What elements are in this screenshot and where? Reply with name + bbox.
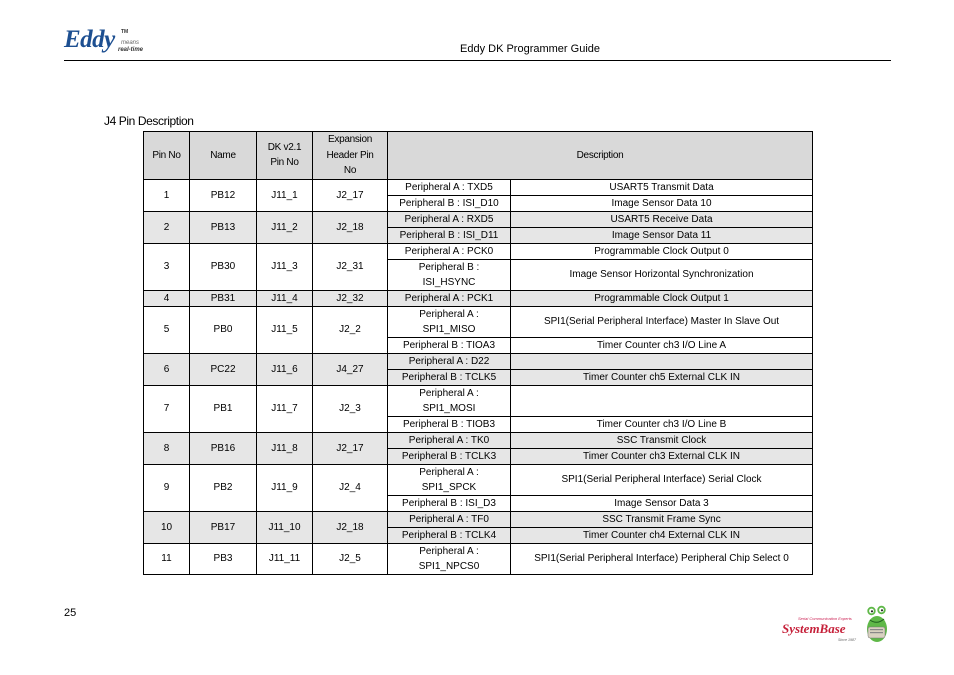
cell-description: SPI1(Serial Peripheral Interface) Peripheral Chip Select 0 — [511, 543, 813, 574]
cell-name: PC22 — [190, 353, 257, 385]
cell-peripheral: Peripheral A : PCK0 — [388, 243, 511, 259]
cell-peripheral: Peripheral B : TIOB3 — [388, 416, 511, 432]
cell-peripheral: Peripheral A : SPI1_NPCS0 — [388, 543, 511, 574]
cell-exp-pin: J2_5 — [313, 543, 388, 574]
cell-exp-pin: J2_17 — [313, 179, 388, 211]
cell-description: USART5 Receive Data — [511, 211, 813, 227]
table-row — [144, 432, 813, 448]
cell-description: Timer Counter ch3 External CLK IN — [511, 448, 813, 464]
cell-pin: 11 — [144, 543, 190, 574]
table-row — [144, 243, 813, 259]
cell-pin: 3 — [144, 243, 190, 290]
cell-pin: 4 — [144, 290, 190, 306]
cell-description: Programmable Clock Output 1 — [511, 290, 813, 306]
cell-name: PB3 — [190, 543, 257, 574]
cell-dk-pin: J11_7 — [257, 385, 313, 432]
cell-name: PB13 — [190, 211, 257, 243]
table-row — [144, 511, 813, 527]
cell-peripheral: Peripheral A : SPI1_MOSI — [388, 385, 511, 416]
cell-peripheral: Peripheral B : TCLK4 — [388, 527, 511, 543]
pin-description-table — [143, 131, 813, 575]
cell-peripheral: Peripheral B : ISI_D11 — [388, 227, 511, 243]
table-row — [144, 353, 813, 369]
cell-peripheral: Peripheral A : TXD5 — [388, 179, 511, 195]
cell-dk-pin: J11_3 — [257, 243, 313, 290]
cell-peripheral: Peripheral B : ISI_HSYNC — [388, 259, 511, 290]
cell-name: PB0 — [190, 306, 257, 353]
cell-description: USART5 Transmit Data — [511, 179, 813, 195]
cell-peripheral: Peripheral B : TCLK5 — [388, 369, 511, 385]
header-title: Eddy DK Programmer Guide — [460, 43, 600, 55]
cell-dk-pin: J11_6 — [257, 353, 313, 385]
cell-name: PB2 — [190, 464, 257, 511]
cell-pin: 2 — [144, 211, 190, 243]
table-header-row — [144, 132, 813, 180]
cell-description: Timer Counter ch5 External CLK IN — [511, 369, 813, 385]
cell-description: Timer Counter ch3 I/O Line B — [511, 416, 813, 432]
table-row — [144, 306, 813, 337]
cell-name: PB1 — [190, 385, 257, 432]
table-row — [144, 179, 813, 195]
cell-peripheral: Peripheral A : D22 — [388, 353, 511, 369]
cell-exp-pin: J2_3 — [313, 385, 388, 432]
cell-dk-pin: J11_8 — [257, 432, 313, 464]
eddy-logo-tagline-bottom: real-time — [118, 47, 144, 53]
cell-dk-pin: J11_2 — [257, 211, 313, 243]
eddy-logo-trademark: TM — [121, 29, 129, 35]
cell-description: SSC Transmit Frame Sync — [511, 511, 813, 527]
cell-exp-pin: J2_32 — [313, 290, 388, 306]
systembase-logo-wordmark: SystemBase — [782, 621, 846, 636]
cell-dk-pin: J11_4 — [257, 290, 313, 306]
cell-exp-pin: J2_18 — [313, 211, 388, 243]
systembase-logo-tagline: Serial Communication Experts — [798, 616, 852, 621]
cell-name: PB17 — [190, 511, 257, 543]
cell-description — [511, 385, 813, 416]
cell-description: Programmable Clock Output 0 — [511, 243, 813, 259]
cell-description: Image Sensor Horizontal Synchronization — [511, 259, 813, 290]
cell-peripheral: Peripheral A : RXD5 — [388, 211, 511, 227]
cell-description: SPI1(Serial Peripheral Interface) Master In Slave Out — [511, 306, 813, 337]
systembase-logo — [780, 603, 892, 645]
eddy-logo-wordmark: Eddy — [64, 26, 115, 53]
table-row — [144, 464, 813, 495]
cell-pin: 1 — [144, 179, 190, 211]
cell-pin: 6 — [144, 353, 190, 385]
cell-pin: 8 — [144, 432, 190, 464]
cell-name: PB30 — [190, 243, 257, 290]
cell-peripheral: Peripheral A : SPI1_SPCK — [388, 464, 511, 495]
table-row — [144, 543, 813, 574]
cell-name: PB12 — [190, 179, 257, 211]
table-row — [144, 290, 813, 306]
table-row — [144, 385, 813, 416]
cell-exp-pin: J2_17 — [313, 432, 388, 464]
cell-pin: 7 — [144, 385, 190, 432]
cell-peripheral: Peripheral A : TF0 — [388, 511, 511, 527]
cell-name: PB31 — [190, 290, 257, 306]
cell-peripheral: Peripheral A : TK0 — [388, 432, 511, 448]
cell-exp-pin: J2_31 — [313, 243, 388, 290]
cell-description: Image Sensor Data 11 — [511, 227, 813, 243]
cell-pin: 10 — [144, 511, 190, 543]
section-title: J4 Pin Description — [104, 114, 194, 128]
cell-peripheral: Peripheral B : TIOA3 — [388, 337, 511, 353]
cell-dk-pin: J11_9 — [257, 464, 313, 511]
table-row — [144, 211, 813, 227]
systembase-logo-since: Since 1987 — [838, 638, 856, 642]
cell-peripheral: Peripheral B : TCLK3 — [388, 448, 511, 464]
cell-peripheral: Peripheral B : ISI_D3 — [388, 495, 511, 511]
cell-dk-pin: J11_10 — [257, 511, 313, 543]
cell-pin: 9 — [144, 464, 190, 511]
cell-dk-pin: J11_1 — [257, 179, 313, 211]
cell-description: SSC Transmit Clock — [511, 432, 813, 448]
header-name: Name — [190, 132, 257, 180]
cell-dk-pin: J11_5 — [257, 306, 313, 353]
cell-name: PB16 — [190, 432, 257, 464]
cell-description: Image Sensor Data 3 — [511, 495, 813, 511]
cell-peripheral: Peripheral A : PCK1 — [388, 290, 511, 306]
cell-exp-pin: J2_18 — [313, 511, 388, 543]
cell-description: Image Sensor Data 10 — [511, 195, 813, 211]
page-number: 25 — [64, 607, 77, 619]
cell-pin: 5 — [144, 306, 190, 353]
cell-peripheral: Peripheral B : ISI_D10 — [388, 195, 511, 211]
frog-mascot-icon — [867, 606, 887, 642]
header-pin-no: Pin No — [144, 132, 190, 180]
cell-exp-pin: J2_2 — [313, 306, 388, 353]
cell-peripheral: Peripheral A : SPI1_MISO — [388, 306, 511, 337]
cell-description: SPI1(Serial Peripheral Interface) Serial Clock — [511, 464, 813, 495]
eddy-logo-tagline-top: means — [121, 40, 140, 46]
header-dk-pin-no: DK v2.1 Pin No — [257, 132, 313, 180]
header-expansion-pin-no: Expansion Header Pin No — [313, 132, 388, 180]
cell-description: Timer Counter ch4 External CLK IN — [511, 527, 813, 543]
cell-description — [511, 353, 813, 369]
cell-description: Timer Counter ch3 I/O Line A — [511, 337, 813, 353]
cell-exp-pin: J4_27 — [313, 353, 388, 385]
cell-dk-pin: J11_11 — [257, 543, 313, 574]
header-description: Description — [388, 132, 813, 180]
cell-exp-pin: J2_4 — [313, 464, 388, 511]
header-divider — [64, 60, 891, 61]
